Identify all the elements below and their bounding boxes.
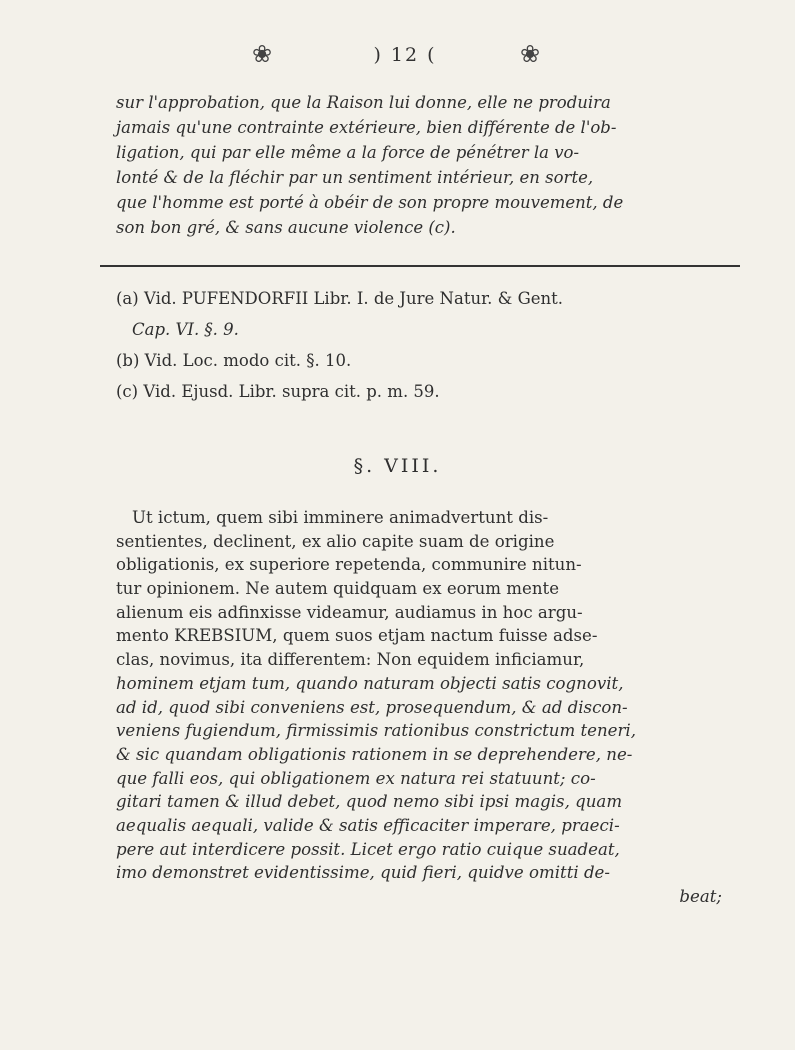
text-line: pere aut interdicere possit. Licet ergo ratio cuique suadeat, [116, 839, 620, 859]
text-line: hominem etjam tum, quando naturam objecti satis cognovit, [116, 673, 624, 693]
text-line: imo demonstret evidentissime, quid fieri, quidve omitti de- [116, 863, 610, 883]
text-line: que l'homme est porté à obéir de son propre mouvement, de [116, 193, 624, 212]
text-line: beat; [679, 887, 722, 906]
text-line: mento KREBSIUM, quem suos etjam nactum fuisse adse- [116, 626, 598, 646]
latin-body [116, 506, 728, 909]
text-line: son bon gré, & sans aucune violence (c). [116, 218, 456, 237]
text-line: veniens fugiendum, firmissimis rationibus constrictum teneri, [116, 721, 637, 741]
text-line: lonté & de la fléchir par un sentiment intérieur, en sorte, [116, 168, 594, 187]
text-line: obligationis, ex superiore repetenda, communire nitun- [116, 555, 582, 575]
footnotes [116, 283, 728, 407]
text-line: & sic quandam obligationis rationem in se deprehendere, ne- [116, 744, 633, 764]
page-number: ) 12 ( [373, 44, 437, 66]
footnote-a: (a) Vid. PUFENDORFII Libr. I. de Jure Natur. & Gent. [116, 289, 564, 308]
footnote-a-continued: Cap. VI. §. 9. [132, 320, 239, 339]
ornament-right-icon: ❀ [520, 40, 541, 68]
footnote-c: (c) Vid. Ejusd. Libr. supra cit. p. m. 59. [116, 382, 440, 401]
ornament-left-icon: ❀ [252, 40, 273, 68]
text-line: gitari tamen & illud debet, quod nemo sibi ipsi magis, quam [116, 792, 623, 812]
text-line: aequalis aequali, valide & satis efficaciter imperare, praeci- [116, 815, 620, 835]
text-line: tur opinionem. Ne autem quidquam ex eorum mente [116, 579, 560, 599]
french-quotation [116, 90, 728, 240]
text-line: alienum eis adfinxisse videamur, audiamus in hoc argu- [116, 602, 583, 622]
text-line: sur l'approbation, que la Raison lui donne, elle ne produira [116, 93, 611, 112]
footnote-divider [100, 265, 740, 267]
text-line: ligation, qui par elle même a la force de pénétrer la vo- [116, 143, 580, 162]
text-line: ad id, quod sibi conveniens est, prosequendum, & ad discon- [116, 697, 628, 717]
page-header [0, 40, 795, 80]
text-line: Ut ictum, quem sibi imminere animadvertunt dis- [132, 508, 549, 527]
text-line: clas, novimus, ita differentem: Non equidem inficiamur, [116, 650, 585, 670]
text-line: sentientes, declinent, ex alio capite suam de origine [116, 531, 555, 551]
footnote-b: (b) Vid. Loc. modo cit. §. 10. [116, 351, 352, 370]
section-heading: §. VIII. [353, 455, 442, 477]
text-line: que falli eos, qui obligationem ex natura rei statuunt; co- [116, 768, 596, 788]
text-line: jamais qu'une contrainte extérieure, bien différente de l'ob- [116, 118, 617, 137]
